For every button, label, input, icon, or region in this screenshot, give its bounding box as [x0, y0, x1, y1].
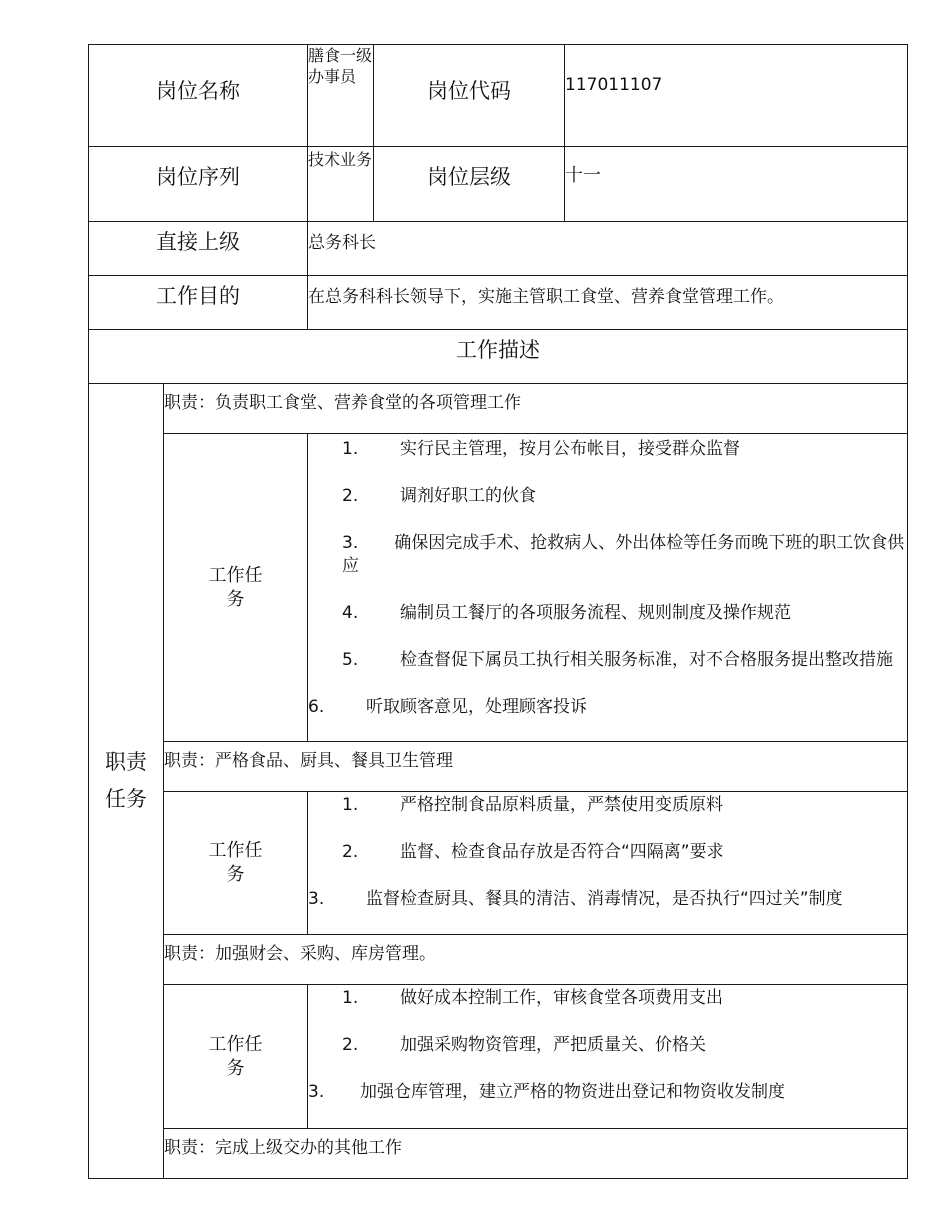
post-series-label-cell	[89, 147, 308, 222]
purpose-label: 工作目的	[156, 284, 240, 308]
job-description-table	[88, 44, 908, 1179]
task-text: 确保因完成手术、抢救病人、外出体检等任务而晚下班的职工饮食供应	[342, 533, 905, 576]
duty-2-task-list	[308, 792, 908, 935]
post-level-label: 岗位层级	[427, 165, 511, 189]
task-text: 监督、检查食品存放是否符合“四隔离”要求	[400, 842, 724, 862]
task-number: 3.	[342, 533, 359, 553]
task-number: 1.	[342, 439, 359, 459]
job-description-sheet	[88, 44, 907, 1179]
task-text: 检查督促下属员工执行相关服务标准，对不合格服务提出整改措施	[400, 650, 893, 670]
duty-3-task-list	[308, 985, 908, 1129]
superior-label: 直接上级	[156, 230, 240, 254]
post-name-value: 膳食一级办事员	[308, 45, 374, 147]
task-text: 听取顾客意见，处理顾客投诉	[366, 697, 587, 717]
task-number: 2.	[342, 1035, 359, 1055]
task-text: 编制员工餐厅的各项服务流程、规则制度及操作规范	[400, 603, 791, 623]
task-text: 严格控制食品原料质量，严禁使用变质原料	[400, 795, 723, 815]
task-number: 1.	[342, 795, 359, 815]
task-number: 2.	[342, 842, 359, 862]
post-code-label-cell	[374, 45, 565, 147]
task-text: 加强采购物资管理，严把质量关、价格关	[400, 1035, 706, 1055]
task-number: 1.	[342, 988, 359, 1008]
list-item	[308, 649, 907, 672]
duty-1-task-list	[308, 434, 908, 742]
post-series-label: 岗位序列	[156, 165, 240, 189]
task-number: 6.	[308, 697, 325, 717]
list-item	[308, 841, 907, 864]
list-item	[308, 1081, 907, 1104]
purpose-label-cell	[89, 276, 308, 330]
task-text: 做好成本控制工作，审核食堂各项费用支出	[400, 988, 723, 1008]
list-item	[308, 888, 907, 911]
list-item	[308, 987, 907, 1010]
post-name-label: 岗位名称	[156, 79, 240, 103]
purpose-value: 在总务科科长领导下，实施主管职工食堂、营养食堂管理工作。	[308, 276, 908, 330]
duty-section-label: 职责任务	[105, 750, 147, 811]
duty-section-label-cell	[89, 384, 164, 1179]
duty-1-task-label-cell	[164, 434, 308, 742]
task-number: 3.	[308, 1082, 325, 1102]
duty-3-title: 职责：加强财会、采购、库房管理。	[164, 935, 908, 985]
duty-1-title: 职责：负责职工食堂、营养食堂的各项管理工作	[164, 384, 908, 434]
description-title: 工作描述	[89, 330, 908, 384]
task-number: 2.	[342, 486, 359, 506]
superior-label-cell	[89, 222, 308, 276]
post-code-label: 岗位代码	[427, 79, 511, 103]
duty-2-task-label: 工作任务	[208, 840, 263, 885]
duty-1-task-label: 工作任务	[208, 564, 263, 610]
task-number: 3.	[308, 889, 325, 909]
list-item	[308, 794, 907, 817]
list-item	[308, 696, 907, 719]
task-text: 监督检查厨具、餐具的清洁、消毒情况，是否执行“四过关”制度	[366, 889, 843, 909]
superior-value: 总务科长	[308, 222, 908, 276]
post-series-value: 技术业务	[308, 147, 374, 222]
task-text: 调剂好职工的伙食	[400, 486, 536, 506]
post-level-label-cell	[374, 147, 565, 222]
list-item	[308, 438, 907, 461]
duty-3-task-label-cell	[164, 985, 308, 1129]
task-text: 加强仓库管理，建立严格的物资进出登记和物资收发制度	[360, 1082, 785, 1102]
duty-2-title: 职责：严格食品、厨具、餐具卫生管理	[164, 742, 908, 792]
list-item	[308, 602, 907, 625]
duty-3-task-label: 工作任务	[208, 1033, 263, 1079]
task-number: 5.	[342, 650, 359, 670]
duty-2-task-label-cell	[164, 792, 308, 935]
post-code-value: 117011107	[565, 45, 908, 147]
task-number: 4.	[342, 603, 359, 623]
list-item	[308, 485, 907, 508]
list-item	[308, 532, 907, 578]
post-name-label-cell	[89, 45, 308, 147]
task-text: 实行民主管理，按月公布帐目，接受群众监督	[400, 439, 740, 459]
list-item	[308, 1034, 907, 1057]
post-level-value: 十一	[565, 147, 908, 222]
duty-4-title: 职责：完成上级交办的其他工作	[164, 1129, 908, 1179]
